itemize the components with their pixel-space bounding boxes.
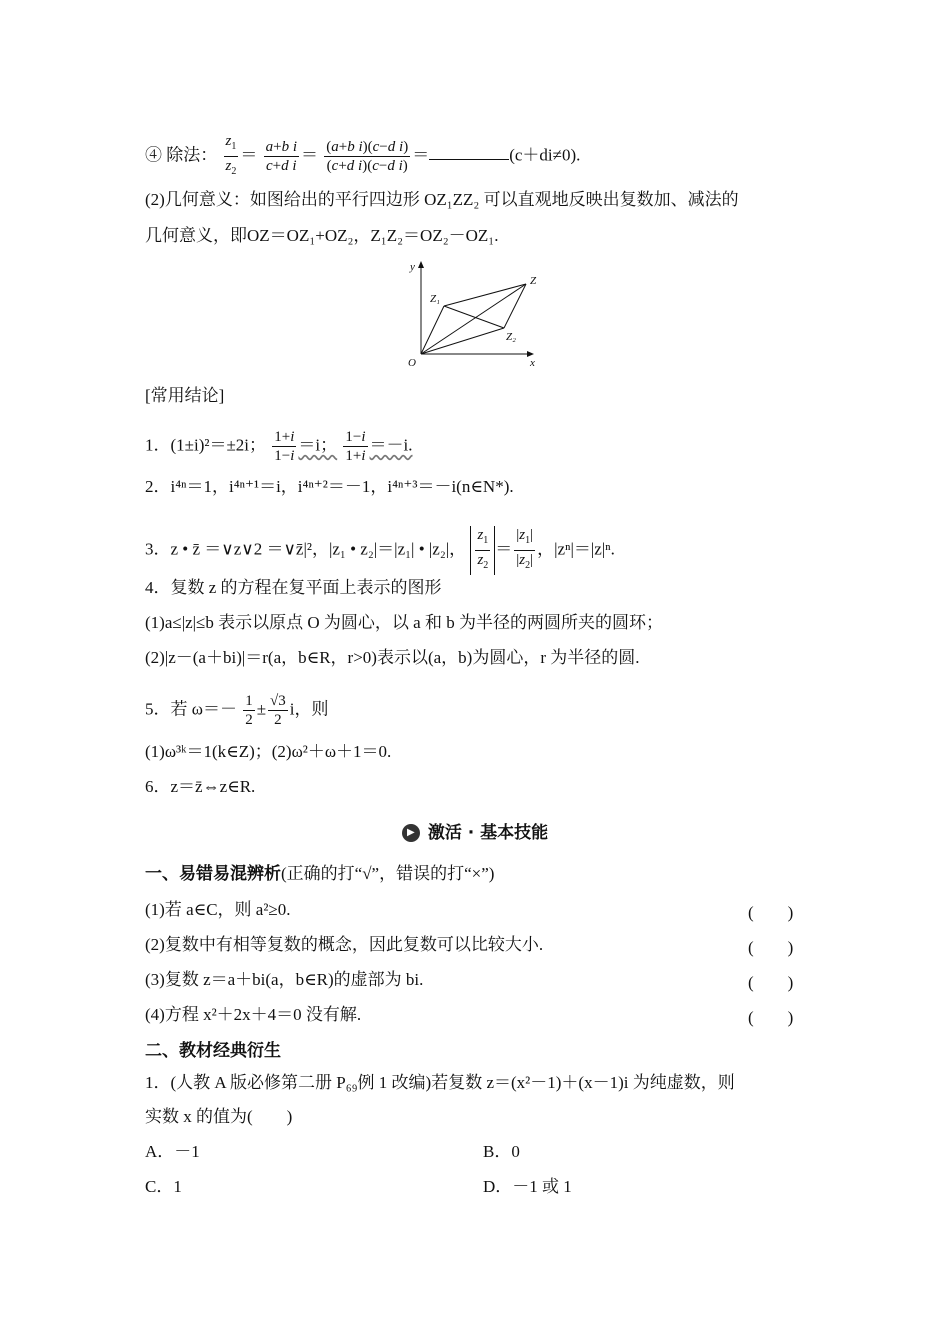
option-a[interactable]: A．－1 bbox=[145, 1142, 200, 1161]
diagonal-z1z2 bbox=[444, 306, 504, 328]
part1-heading: 一、易错易混辨析(正确的打“√”，错误的打“×”) bbox=[145, 864, 495, 884]
conclusion-item-4a: (1)a≤|z|≤b 表示以原点 O 为圆心，以 a 和 b 为半径的两圆所夹的圆环； bbox=[145, 613, 663, 632]
fraction-expanded: $\frac{\text{(a+b i)(c−d i)}}{\text{(c+d i)(c−d i)}}$ bbox=[326, 139, 409, 174]
vector-oz2 bbox=[421, 328, 504, 354]
division-tail: (c＋di≠0). bbox=[509, 145, 581, 165]
conclusion-item-4: 4．复数 z 的方程在复平面上表示的图形 bbox=[145, 578, 442, 597]
judge-item-2: (2)复数中有相等复数的概念，因此复数可以比较大小. bbox=[145, 935, 544, 954]
answer-paren-4[interactable]: ( ) bbox=[748, 1008, 794, 1027]
judge-item-4: (4)方程 x²＋2x＋4＝0 没有解. bbox=[145, 1005, 362, 1024]
option-c[interactable]: C．1 bbox=[145, 1177, 182, 1196]
abs-z1-over-z2: $\frac{z_1}{z_2}$ bbox=[470, 526, 495, 575]
conclusion-item-5a: (1)ω³ᵏ＝1(k∈Z)；(2)ω²＋ω＋1＝0. bbox=[145, 742, 392, 761]
label-z1: Z₁ bbox=[430, 293, 440, 305]
conclusion-item-1: 1．(1±i)²＝±2i； $\frac{1+i}{1-i}$ ＝i； $\frac{1-i}{1+i}$ ＝－i. bbox=[145, 429, 413, 464]
answer-paren-3[interactable]: ( ) bbox=[748, 973, 794, 992]
side-z1z bbox=[444, 284, 526, 306]
fraction-abs-z1-over-abs-z2: $\frac{|z_1|}{|z_2|}$ bbox=[516, 527, 534, 571]
section-header bbox=[0, 818, 950, 843]
label-z2: Z₂ bbox=[506, 331, 516, 343]
section-title: 激活 · 基本技能 bbox=[427, 823, 549, 843]
geometry-line-1: (2)几何意义：如图给出的平行四边形 OZ₁ZZ₂ 可以直观地反映出复数加、减法的 bbox=[145, 190, 739, 209]
fraction-1mi-over-1pi: $\frac{1-i}{1+i}$ bbox=[345, 429, 366, 464]
question-1-line-2: 实数 x 的值为( ) bbox=[145, 1107, 293, 1126]
judge-item-3: (3)复数 z＝a＋bi(a，b∈R)的虚部为 bi. bbox=[145, 970, 424, 989]
fraction-sqrt3-over-2: $\frac{√3}{2}$ bbox=[270, 693, 286, 728]
conclusion-item-3: 3．z • z̄ ＝∨z∨2 ＝∨z̄|²，|z₁ • z₂|＝|z₁| • |z₂|， $\frac{z_1}{z_2}$ ＝ $\frac{|z_1|}{|z_2|}$ ，|zⁿ|＝|z|ⁿ. bbox=[145, 526, 615, 575]
label-x: x bbox=[530, 357, 535, 369]
answer-paren-2[interactable]: ( ) bbox=[748, 938, 794, 957]
fraction-one-half: $\frac{1}{2}$ bbox=[245, 693, 253, 728]
parallelogram-figure bbox=[400, 258, 550, 370]
side-z2z bbox=[504, 284, 526, 328]
conclusion-item-5: 5．若 ω＝－ $\frac{1}{2}$ ± $\frac{√3}{2}$ i，则 bbox=[145, 693, 329, 728]
fraction-a-bi-over-c-di: $\frac{\text{a+b i}}{\text{c+d i}}$ bbox=[265, 139, 297, 174]
label-y: y bbox=[410, 261, 415, 273]
question-1-line-1: 1．(人教 A 版必修第二册 P₆₉例 1 改编)若复数 z＝(x²－1)＋(x－1)i 为纯虚数，则 bbox=[145, 1073, 735, 1092]
fraction-1pi-over-1mi: $\frac{1+i}{1-i}$ bbox=[274, 429, 295, 464]
division-label: ④ 除法： bbox=[145, 145, 218, 165]
play-icon: ▶ bbox=[402, 824, 420, 842]
judge-item-1: (1)若 a∈C，则 a²≥0. bbox=[145, 900, 291, 919]
geometry-line-2: 几何意义，即OZ＝OZ₁+OZ₂，Z₁Z₂＝OZ₂－OZ₁. bbox=[145, 226, 499, 245]
conclusion-item-2: 2．i⁴ⁿ＝1，i⁴ⁿ⁺¹＝i，i⁴ⁿ⁺²＝－1，i⁴ⁿ⁺³＝－i(n∈N*). bbox=[145, 477, 514, 496]
option-d[interactable]: D．－1 或 1 bbox=[483, 1177, 572, 1196]
label-o: O bbox=[408, 357, 416, 369]
fraction-z1-over-z2: $\frac{z_1}{z_2}$ bbox=[225, 133, 237, 177]
conclusion-item-4b: (2)|z－(a＋bi)|＝r(a，b∈R，r>0)表示以(a，b)为圆心，r 为半径的圆. bbox=[145, 648, 640, 667]
conclusion-item-6: 6．z＝z̄⇔z∈R. bbox=[145, 777, 256, 796]
division-formula: ④ 除法： $\frac{z_1}{z_2}$ ＝ $\frac{\text{a+b i}}{\text{c+d i}}$ ＝ $\frac{\text{(a+b i)(c−d i)}}{\text{(c+d i)(c−d i)}}$ ＝ (c＋di≠0). bbox=[145, 132, 580, 181]
answer-paren-1[interactable]: ( ) bbox=[748, 903, 794, 922]
conclusions-heading: [常用结论] bbox=[145, 386, 225, 405]
answer-blank[interactable] bbox=[429, 145, 509, 160]
option-b[interactable]: B．0 bbox=[483, 1142, 520, 1161]
part2-heading: 二、教材经典衍生 bbox=[145, 1041, 281, 1061]
y-axis-arrow bbox=[418, 261, 424, 268]
label-z: Z bbox=[530, 275, 537, 287]
